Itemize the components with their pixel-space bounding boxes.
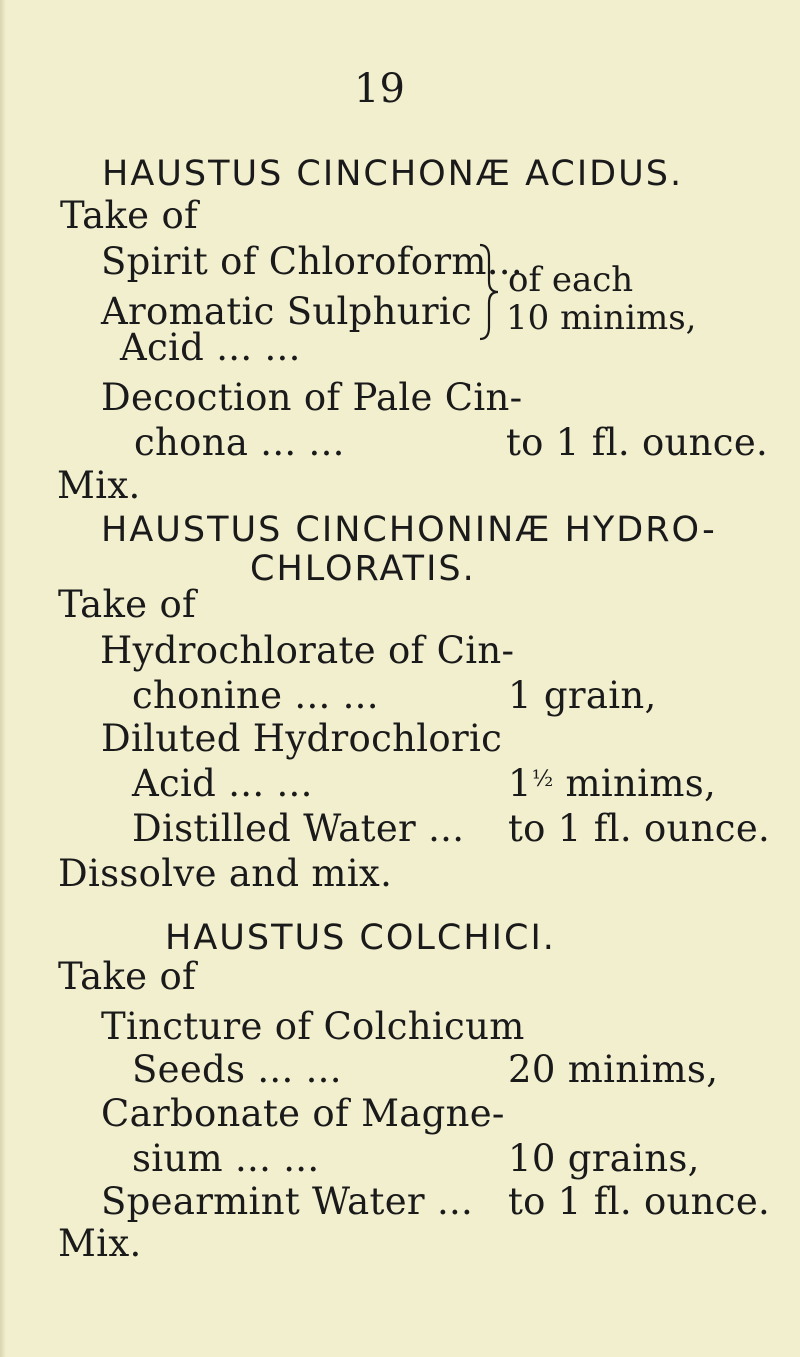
recipe-3-line-2-qty: 20 minims, xyxy=(508,1048,719,1091)
recipe-2-line-4: Acid ... ... xyxy=(132,762,313,805)
recipe-3-line-5-qty: to 1 fl. ounce. xyxy=(508,1180,771,1223)
recipe-2-line-5-qty: to 1 fl. ounce. xyxy=(508,807,771,850)
recipe-3-line-3: Carbonate of Magne- xyxy=(101,1092,505,1135)
recipe-3-instruction: Mix. xyxy=(58,1222,142,1265)
page-number: 19 xyxy=(354,66,405,112)
recipe-1-brace-text-2: 10 minims, xyxy=(506,298,697,338)
recipe-2-title-line-1: HAUSTUS CINCHONINÆ HYDRO- xyxy=(101,510,717,550)
recipe-1-line-5-qty: to 1 fl. ounce. xyxy=(506,421,769,464)
recipe-1-take-of: Take of xyxy=(60,194,199,237)
qty-fraction: ½ xyxy=(531,767,554,792)
recipe-2-line-2-qty: 1 grain, xyxy=(508,674,657,717)
recipe-2-line-4-qty xyxy=(508,762,716,805)
recipe-3-line-5: Spearmint Water ... xyxy=(101,1180,474,1223)
recipe-1-line-1: Spirit of Chloroform... xyxy=(101,240,523,283)
recipe-2-line-2: chonine ... ... xyxy=(132,674,379,717)
recipe-1-line-3: Acid ... ... xyxy=(120,326,301,369)
recipe-2-line-3: Diluted Hydrochloric xyxy=(101,717,503,760)
recipe-3-line-4: sium ... ... xyxy=(132,1137,320,1180)
qty-whole: 1 xyxy=(508,762,532,805)
recipe-2-take-of: Take of xyxy=(58,583,197,626)
page-edge-shadow xyxy=(0,0,6,1357)
recipe-3-line-1: Tincture of Colchicum xyxy=(101,1005,525,1048)
recipe-3-title: HAUSTUS COLCHICI. xyxy=(165,918,556,958)
recipe-3-line-2: Seeds ... ... xyxy=(132,1048,342,1091)
recipe-2-title-line-2: CHLORATIS. xyxy=(250,549,476,589)
brace-icon xyxy=(478,243,500,341)
recipe-3-line-4-qty: 10 grains, xyxy=(508,1137,700,1180)
recipe-1-line-2: Aromatic Sulphuric xyxy=(101,290,473,333)
recipe-3-take-of: Take of xyxy=(58,955,197,998)
qty-unit: minims, xyxy=(565,762,717,805)
recipe-1-line-4: Decoction of Pale Cin- xyxy=(101,376,523,419)
recipe-2-line-1: Hydrochlorate of Cin- xyxy=(100,629,515,672)
recipe-1-instruction: Mix. xyxy=(57,464,141,507)
recipe-2-line-5: Distilled Water ... xyxy=(132,807,465,850)
recipe-1-line-5: chona ... ... xyxy=(134,421,345,464)
recipe-1-title: HAUSTUS CINCHONÆ ACIDUS. xyxy=(102,154,684,194)
recipe-1-brace-text-1: of each xyxy=(508,260,634,300)
recipe-2-instruction: Dissolve and mix. xyxy=(58,852,393,895)
